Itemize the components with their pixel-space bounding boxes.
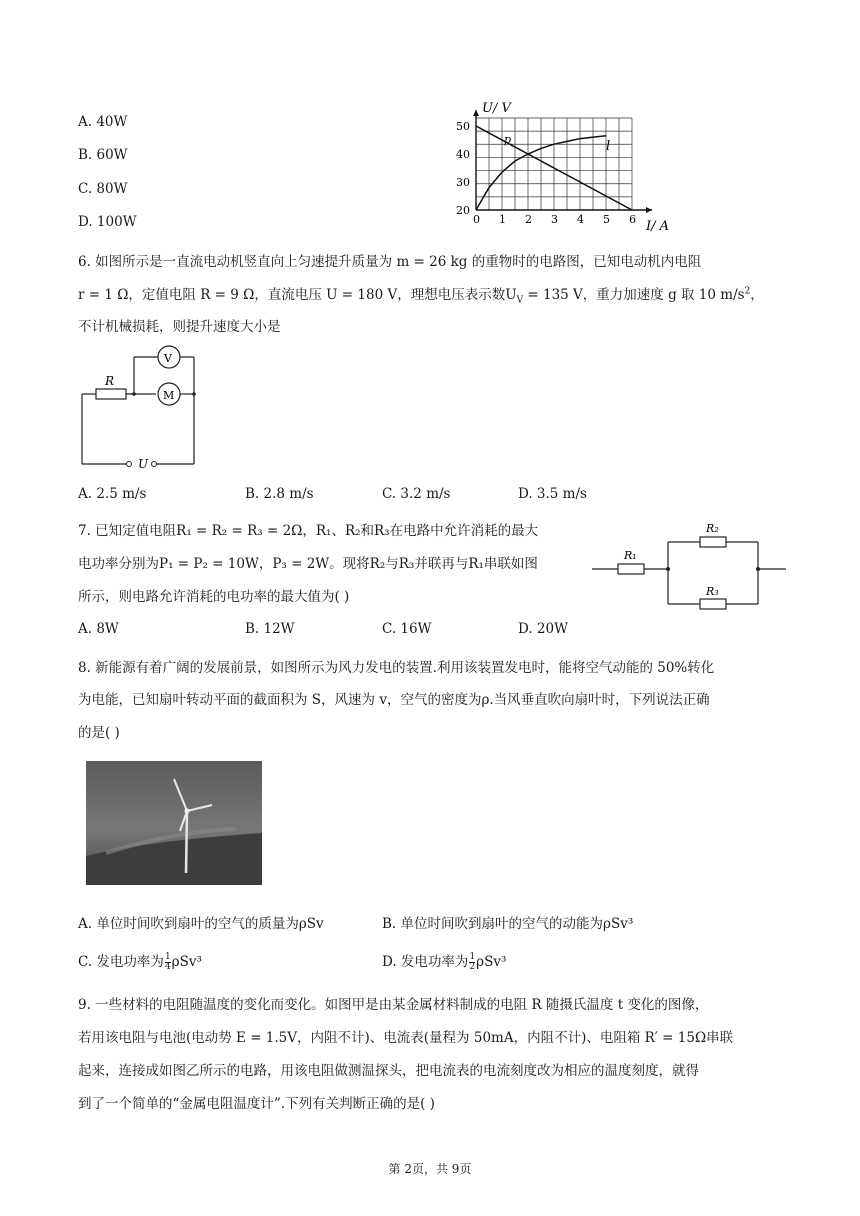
x-tick-label: 1 (499, 213, 506, 226)
x-tick-label: 4 (577, 213, 584, 226)
x-tick-label: 6 (629, 213, 636, 226)
u-i-chart (452, 98, 682, 236)
q8-option-a: A. 单位时间吹到扇叶的空气的质量为ρSv (78, 916, 324, 932)
q5-option-c: C. 80W (78, 181, 128, 197)
q6-option-b: B. 2.8 m/s (245, 486, 314, 502)
q6-option-d: D. 3.5 m/s (518, 486, 587, 502)
q6-line-2-rest: = 135 V，重力加速度 g 取 10 m/s (523, 287, 745, 303)
q9-line-2: 若用该电阻与电池(电动势 E = 1.5V，内阻不计)、电流表(量程为 50mA，内阻不计)、电阻箱 R′ = 15Ω串联 (78, 1030, 734, 1046)
resistor-network-diagram (590, 516, 790, 610)
x-tick-label: 3 (551, 213, 558, 226)
q6-line-2-sub: V (516, 295, 524, 306)
label-r: R (105, 374, 115, 388)
q5-option-d: D. 100W (78, 214, 137, 230)
x-axis-label: I/ A (646, 219, 670, 234)
x-tick-label: 5 (603, 213, 610, 226)
label-u: U (138, 457, 149, 471)
q7-option-a: A. 8W (78, 621, 119, 637)
q8-line-3: 的是( ) (78, 725, 120, 741)
x-tick-label: 0 (473, 213, 480, 226)
q9-line-3: 起来，连接成如图乙所示的电路，用该电阻做测温探头，把电流表的电流刻度改为相应的温度刻度，就得 (78, 1063, 699, 1079)
fraction-numerator: 1 (469, 952, 476, 962)
label-r2: R₂ (706, 522, 719, 535)
q8-option-d-text: D. 发电功率为 (382, 954, 469, 970)
x-axis-arrow (646, 207, 652, 213)
q6-line-2-end: ， (750, 287, 764, 303)
fraction-one-quarter (165, 953, 171, 972)
y-axis-label: U/ V (482, 101, 511, 116)
q8-option-c-text: C. 发电功率为 (78, 954, 164, 970)
q8-option-d (382, 950, 506, 972)
fraction-numerator: 1 (164, 952, 171, 962)
q6-option-c: C. 3.2 m/s (382, 486, 451, 502)
q8-option-c (78, 950, 202, 972)
q7-line-2: 电功率分别为P₁ = P₂ = 10W，P₃ = 2W。现将R₂与R₃并联再与R₁串联如图 (78, 556, 538, 572)
x-tick-label: 2 (525, 213, 532, 226)
label-r1: R₁ (624, 549, 637, 562)
q7-option-d: D. 20W (518, 621, 568, 637)
q8-option-d-formula: ρSv³ (476, 954, 507, 970)
q9-line-1: 9. 一些材料的电阻随温度的变化而变化。如图甲是由某金属材料制成的电阻 R 随摄氏温度 t 变化的图像， (78, 997, 709, 1013)
wind-turbine-photo (86, 761, 262, 885)
q6-line-2 (78, 283, 764, 306)
q8-option-c-formula: ρSv³ (171, 954, 202, 970)
q7-line-3: 所示，则电路允许消耗的电功率的最大值为( ) (78, 589, 350, 605)
q6-option-a: A. 2.5 m/s (78, 486, 147, 502)
label-v: V (164, 352, 172, 365)
q7-option-c: C. 16W (382, 621, 432, 637)
q8-option-b: B. 单位时间吹到扇叶的空气的动能为ρSv³ (382, 916, 634, 932)
curve-label-l: l (606, 139, 611, 154)
fraction-one-half (469, 953, 475, 972)
motor-circuit-diagram (76, 345, 206, 473)
resistor-r3-symbol (700, 599, 726, 609)
y-tick-label: 20 (456, 204, 470, 217)
q6-line-3: 不计机械损耗，则提升速度大小是 (78, 319, 281, 335)
curve-label-p: p (504, 133, 512, 146)
q7-line-1: 7. 已知定值电阻R₁ = R₂ = R₃ = 2Ω，R₁、R₂和R₃在电路中允许消耗的最大 (78, 523, 539, 539)
y-tick-label: 40 (456, 148, 470, 161)
q9-line-4: 到了一个简单的“金属电阻温度计”.下列有关判断正确的是( ) (78, 1096, 435, 1112)
q8-line-1: 8. 新能源有着广阔的发展前景，如图所示为风力发电的装置.利用该装置发电时，能将空气动能的 50%转化 (78, 660, 715, 676)
q6-line-1: 6. 如图所示是一直流电动机竖直向上匀速提升质量为 m = 26 kg 的重物时的电路图，已知电动机内电阻 (78, 254, 702, 270)
q6-line-2-sup: 2 (744, 286, 751, 297)
resistor-r2-symbol (700, 537, 726, 547)
y-axis-arrow (473, 110, 479, 116)
chart-grid (476, 118, 632, 210)
y-tick-label: 30 (456, 176, 470, 189)
resistor-r-symbol (96, 389, 126, 399)
label-m: M (163, 389, 175, 402)
label-r3: R₃ (706, 585, 719, 598)
chart-axes (473, 110, 652, 213)
q6-line-2-text: r = 1 Ω，定值电阻 R = 9 Ω，直流电压 U = 180 V，理想电压表示数U (78, 287, 517, 303)
q5-option-b: B. 60W (78, 147, 128, 163)
fraction-denominator: 2 (469, 962, 476, 972)
fraction-denominator: 4 (164, 962, 171, 972)
q7-option-b: B. 12W (245, 621, 295, 637)
q8-line-2: 为电能，已知扇叶转动平面的截面积为 S，风速为 v，空气的密度为ρ.当风垂直吹向扇叶时，下列说法正确 (78, 692, 710, 708)
q5-option-a: A. 40W (78, 114, 128, 130)
resistor-r1-symbol (618, 564, 644, 574)
y-tick-label: 50 (456, 120, 470, 133)
page-footer: 第 2页，共 9页 (388, 1162, 472, 1176)
